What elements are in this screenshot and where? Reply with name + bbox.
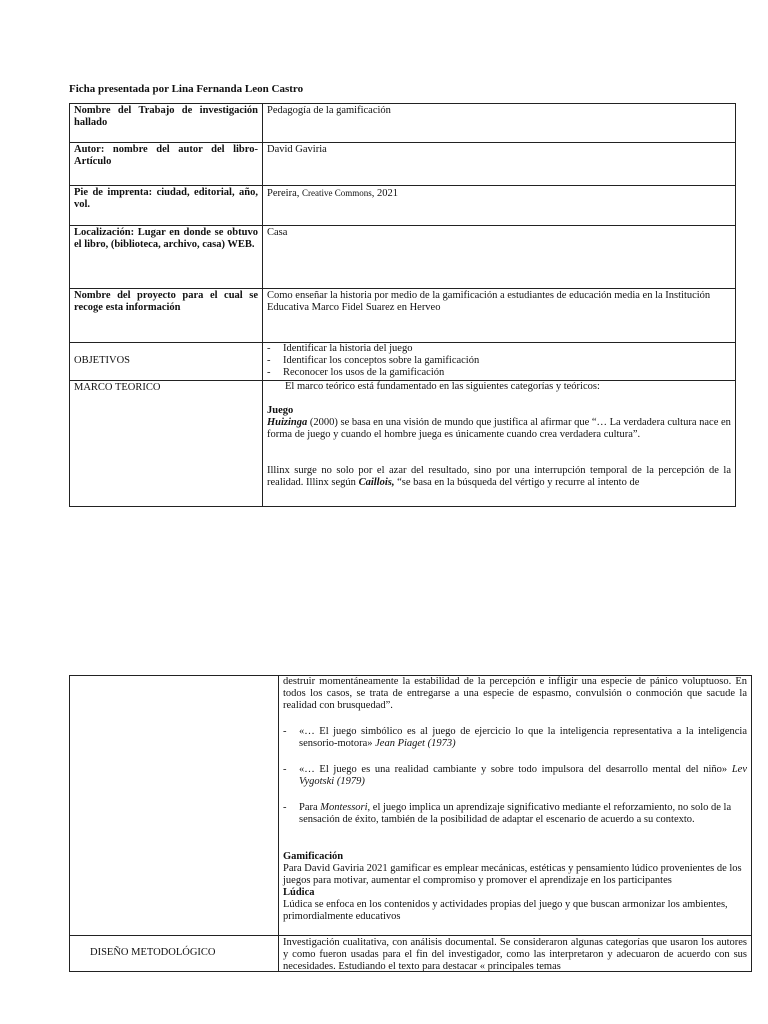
objectives-list: [267, 343, 731, 379]
year-text: , 2021: [371, 188, 398, 199]
label-cell: Localización: Lugar en donde se obtuvo el libro, (biblioteca, archivo, casa) WEB.: [70, 226, 263, 289]
list-item: [283, 764, 747, 788]
vygotski-quote: «… El juego es una realidad cambiante y sobre todo impulsora del desarrollo mental del niño»: [299, 764, 732, 775]
huizinga-text: (2000) se basa en una visión de mundo que justifica al afirmar que “… La verdadera cultura nace en forma de juego y cuando el hombre juega es únicamente cuando crea verdadera cultura”.: [267, 417, 731, 440]
label-cell: OBJETIVOS: [70, 343, 263, 381]
ludica-heading: Lúdica: [283, 887, 315, 898]
theory-intro: El marco teórico está fundamentado en las siguientes categorías y teóricos:: [285, 381, 600, 392]
huizinga-paragraph: [267, 417, 731, 441]
theory-cell: [263, 381, 736, 507]
juego-heading: Juego: [267, 405, 294, 416]
objectives-cell: [263, 343, 736, 381]
label-cell: Nombre del proyecto para el cual se recoge esta información: [70, 289, 263, 343]
montessori-name: Montessori: [320, 802, 368, 813]
label-cell: [70, 676, 279, 936]
list-item: - Identificar la historia del juego: [267, 343, 731, 355]
gamificacion-heading: Gamificación: [283, 851, 344, 862]
illinx-quote: “se basa en la búsqueda del vértigo y recurre al intento de: [394, 477, 640, 488]
caillois-name: Caillois,: [358, 477, 395, 488]
label-cell: Nombre del Trabajo de investigación hallado: [70, 104, 263, 143]
label-cell: Pie de imprenta: ciudad, editorial, año, vol.: [70, 186, 263, 226]
montessori-text: , el juego implica un aprendizaje significativo mediante el reforzamiento, no solo de la sensación de éxito, también de la posibilidad de adaptar el escenario de acuerdo a su contexto.: [299, 802, 732, 825]
table-row: [70, 104, 736, 143]
piaget-citation: Jean Piaget (1973): [375, 738, 456, 749]
gamificacion-text: Para David Gaviria 2021 gamificar es emplear mecánicas, estéticas y pensamiento lúdico provenientes de los juegos para motivar, aumentar el compromiso y promover el aprendizaje en los participantes: [283, 863, 742, 886]
city-text: Pereira,: [267, 188, 302, 199]
table-row: [70, 343, 736, 381]
value-cell: [263, 186, 736, 226]
editorial-text: Creative Commons: [301, 188, 372, 198]
illinx-continuation: destruir momentáneamente la estabilidad de la percepción e infligir una especie de pánico voluptuoso. En todos los casos, se trata de entregarse a una especie de espasmo, convulsión o conmoción que sacude la realidad con brusquedad”.: [283, 676, 747, 711]
research-record-table-continued: [69, 675, 752, 972]
table-row: [70, 186, 736, 226]
list-item: [283, 802, 747, 826]
label-cell: DISEÑO METODOLÓGICO: [70, 936, 279, 972]
illinx-text: Illinx surge no solo por el azar del resultado, sino por una interrupción temporal de la percepción de la realidad. Illinx según: [267, 465, 731, 488]
list-item: - Reconocer los usos de la gamificación: [267, 367, 731, 379]
table-row: [70, 381, 736, 507]
value-cell: Pedagogía de la gamificación: [263, 104, 736, 143]
research-record-table: [69, 103, 736, 507]
montessori-intro: Para: [299, 802, 321, 813]
page-title: Ficha presentada por Lina Fernanda Leon Castro: [69, 83, 304, 95]
piaget-quote: «… El juego simbólico es al juego de ejercicio lo que la inteligencia representativa a la inteligencia sensorio-motora»: [299, 726, 747, 749]
table-row: [70, 676, 752, 936]
huizinga-name: Huizinga: [267, 417, 308, 428]
table-row: [70, 143, 736, 186]
label-cell: MARCO TEORICO: [70, 381, 263, 507]
list-item: - Identificar los conceptos sobre la gamificación: [267, 355, 731, 367]
table-row: [70, 289, 736, 343]
value-cell: Casa: [263, 226, 736, 289]
quotes-list: [283, 726, 747, 826]
method-text: Investigación cualitativa, con análisis documental. Se consideraron algunas categorías que usaron los autores y como fueron usadas para el fin del investigador, como las interpretaron y adecuaron de acuerdo con sus necesidades. Estudiando el texto para destacar « principales temas: [283, 937, 747, 971]
ludica-text: Lúdica se enfoca en los contenidos y actividades propias del juego y que buscan armonizar los ambientes, primordialmente educativos: [283, 899, 728, 922]
illinx-paragraph: [267, 465, 731, 489]
table-row: [70, 936, 752, 972]
theory-cell-continued: [279, 676, 752, 936]
label-cell: Autor: nombre del autor del libro-Artículo: [70, 143, 263, 186]
table-row: [70, 226, 736, 289]
value-cell: David Gaviria: [263, 143, 736, 186]
value-cell: Como enseñar la historia por medio de la gamificación a estudiantes de educación media en la Institución Educativa Marco Fidel Suarez en Herveo: [263, 289, 736, 343]
list-item: [283, 726, 747, 750]
vygotski-citation: Lev Vygotski (1979): [299, 764, 747, 787]
method-cell: [279, 936, 752, 972]
